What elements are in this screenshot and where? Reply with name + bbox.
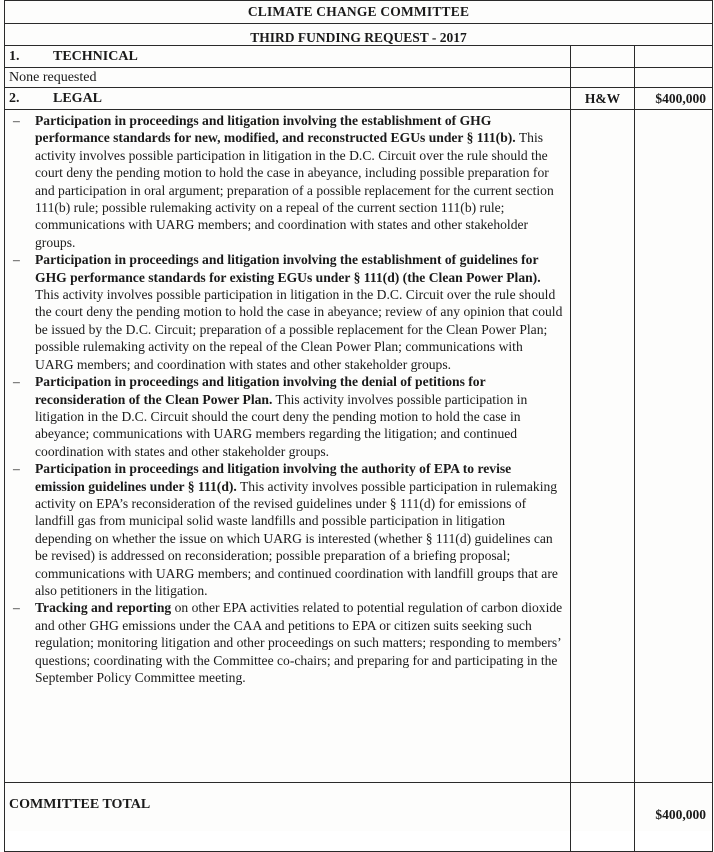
- committee-title: CLIMATE CHANGE COMMITTEE: [5, 1, 713, 24]
- funding-request-table: [4, 0, 713, 852]
- item-heading: Participation in proceedings and litigation involving the establishment of guidelines for GHG performance standards for existing EGUs under § 111(d) (the Clean Power Plan).: [35, 252, 541, 285]
- legal-firm: H&W: [571, 88, 635, 110]
- technical-section-number: 1.: [9, 49, 20, 64]
- legal-section-row: [5, 88, 713, 110]
- technical-none-text: None requested: [5, 68, 571, 88]
- empty-cell: [635, 68, 713, 88]
- legal-section-heading: [5, 88, 571, 110]
- committee-total-label: COMMITTEE TOTAL: [5, 783, 571, 852]
- technical-section-label: TECHNICAL: [53, 49, 138, 64]
- item-text: on other EPA activities related to potential regulation of carbon dioxide and other GHG emissions under the CAA and petitions to EPA or citizen suits seeking such regulation; monitoring litigation and other proceedings on such matters; responding to members’ questions; coordinating with the Committee co-chairs; and preparing for and participating in the September Policy Committee meeting.: [35, 600, 563, 685]
- list-item: [9, 112, 564, 251]
- item-text: This activity involves possible participation in litigation in the D.C. Circuit over the rule should the court deny the pending motion to hold the case in abeyance, including possible preparation for and participation in oral argument; preparation of a possible replacement for the current section 111(b) rule; possible rulemaking activity on a repeal of the current section 111(b) rule; communications with UARG members; and coordination with states and other stakeholder groups.: [35, 130, 554, 250]
- list-item: [9, 460, 564, 599]
- list-item: [9, 373, 564, 460]
- legal-amount: $400,000: [635, 88, 713, 110]
- bullet-dash: –: [13, 461, 20, 477]
- bullet-dash: –: [13, 374, 20, 390]
- empty-cell: [635, 110, 713, 783]
- technical-amount-cell: [635, 46, 713, 68]
- empty-cell: [571, 110, 635, 783]
- technical-section-heading: [5, 46, 571, 68]
- technical-firm-cell: [571, 46, 635, 68]
- legal-section-label: LEGAL: [53, 91, 103, 106]
- bullet-dash: –: [13, 252, 20, 268]
- bullet-dash: –: [13, 113, 20, 128]
- technical-none-row: [5, 68, 713, 88]
- legal-items-row: [5, 110, 713, 783]
- empty-cell: [571, 68, 635, 88]
- item-heading: Participation in proceedings and litigation involving the establishment of GHG performance standards for new, modified, and reconstructed EGUs under § 111(b).: [35, 113, 516, 146]
- subtitle-row: [5, 24, 713, 46]
- legal-section-number: 2.: [9, 91, 20, 106]
- list-item: [9, 599, 564, 686]
- item-heading: Participation in proceedings and litigation involving the authority of EPA to revise emission guidelines under § 111(d).: [35, 461, 512, 494]
- item-text: This activity involves possible participation in rulemaking activity on EPA’s reconsideration of the revised guidelines under § 111(d) for emissions of landfill gas from municipal solid waste landfills and possible participation in litigation depending on whether the issue on which UARG is interested (whether § 111(d) guidelines can be revised) is addressed on reconsideration; possible preparation of a briefing proposal; communications with UARG members; and continued coordination with landfill groups that are also petitioners in the litigation.: [35, 478, 558, 598]
- list-item: [9, 251, 564, 373]
- bullet-dash: –: [13, 600, 20, 616]
- request-subtitle: THIRD FUNDING REQUEST - 2017: [5, 24, 713, 46]
- technical-section-row: [5, 46, 713, 68]
- committee-total-amount: $400,000: [635, 783, 713, 852]
- empty-cell: [571, 783, 635, 852]
- legal-items-list: [5, 110, 571, 783]
- item-heading: Tracking and reporting: [35, 600, 172, 616]
- item-text: This activity involves possible participation in litigation in the D.C. Circuit should the court deny the pending motion to hold the case in abeyance; communications with UARG members regarding the litigation; and continued coordination with states and other stakeholder groups.: [35, 391, 528, 459]
- item-text: This activity involves possible participation in litigation in the D.C. Circuit over the rule should the court deny the pending motion to hold the case in abeyance; review of any opinion that could be issued by the D.C. Circuit; preparation of a possible replacement for the Clean Power Plan; possible rulemaking activity on the repeal of the Clean Power Plan; communications with UARG members; and coordination with states and other stakeholder groups.: [35, 287, 563, 372]
- title-row: [5, 1, 713, 24]
- total-row: [5, 783, 713, 852]
- item-heading: Participation in proceedings and litigation involving the denial of petitions for reconsideration of the Clean Power Plan.: [35, 374, 486, 407]
